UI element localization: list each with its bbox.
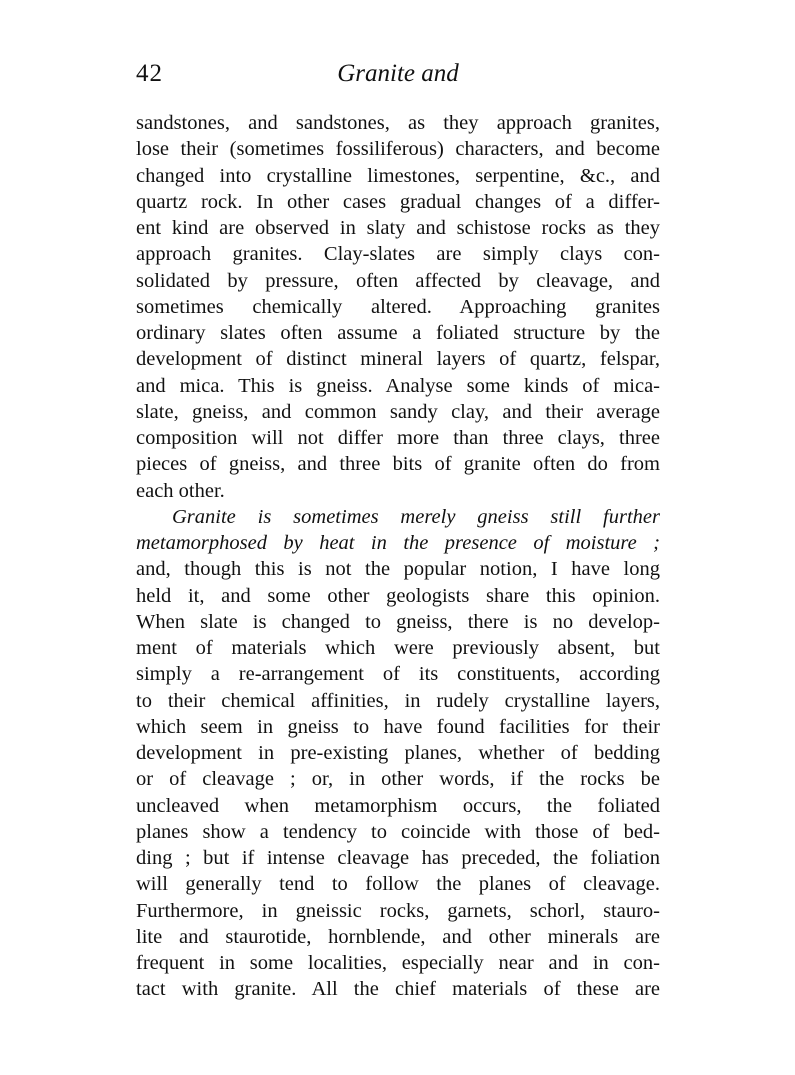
paragraph-2 — [136, 504, 660, 1003]
text-line: development of distinct mineral layers of quartz, felspar, — [136, 348, 660, 371]
text-line: solidated by pressure, often affected by cleavage, and — [136, 269, 660, 292]
running-head — [136, 60, 660, 94]
text-line: tact with granite. All the chief materials of these are — [136, 978, 660, 1001]
text-line: ent kind are observed in slaty and schistose rocks as they — [136, 217, 660, 239]
text-line: Furthermore, in gneissic rocks, garnets, schorl, stauro- — [136, 899, 660, 922]
text-line: ordinary slates often assume a foliated structure by the — [136, 322, 660, 344]
text-line: approach granites. Clay-slates are simply clays con- — [136, 243, 660, 266]
text-line: to their chemical affinities, in rudely crystalline layers, — [136, 689, 660, 712]
text-line: sometimes chemically altered. Approaching granites — [136, 295, 660, 318]
paragraph-1 — [136, 110, 660, 504]
text-line: quartz rock. In other cases gradual changes of a differ- — [136, 190, 660, 213]
text-line: will generally tend to follow the planes of cleavage. — [136, 873, 660, 896]
text-line: or of cleavage ; or, in other words, if the rocks be — [136, 768, 660, 791]
text-line: slate, gneiss, and common sandy clay, and their average — [136, 400, 660, 423]
text-line: held it, and some other geologists share this opinion. — [136, 584, 660, 607]
running-title: Granite and — [337, 60, 459, 87]
text-line: lose their (sometimes fossiliferous) characters, and become — [136, 138, 660, 161]
text-line: ding ; but if intense cleavage has preceded, the foliation — [136, 847, 660, 869]
text-line: which seem in gneiss to have found facilities for their — [136, 715, 660, 738]
text-line: and, though this is not the popular notion, I have long — [136, 558, 660, 581]
text-line: pieces of gneiss, and three bits of granite often do from — [136, 453, 660, 476]
text-line: frequent in some localities, especially near and in con- — [136, 952, 660, 974]
text-line: and mica. This is gneiss. Analyse some kinds of mica- — [136, 374, 660, 397]
text-line: sandstones, and sandstones, as they approach granites, — [136, 112, 660, 134]
text-line: simply a re-arrangement of its constituents, according — [136, 663, 660, 686]
text-line-italic: Granite is sometimes merely gneiss still further — [172, 505, 660, 528]
text-line: planes show a tendency to coincide with those of bed- — [136, 820, 660, 843]
text-line-italic: metamorphosed by heat in the presence of moisture ; — [136, 532, 660, 554]
text-line: When slate is changed to gneiss, there is no develop- — [136, 610, 660, 633]
page-number: 42 — [136, 60, 163, 87]
text-line: composition will not differ more than three clays, three — [136, 427, 660, 449]
text-line: ment of materials which were previously absent, but — [136, 637, 660, 659]
text-line: development in pre-existing planes, whether of bedding — [136, 742, 660, 764]
body-text — [136, 110, 660, 1003]
text-line: lite and staurotide, hornblende, and other minerals are — [136, 925, 660, 948]
text-line: uncleaved when metamorphism occurs, the foliated — [136, 794, 660, 817]
text-line: changed into crystalline limestones, serpentine, &c., and — [136, 164, 660, 187]
text-line: each other. — [136, 479, 225, 502]
